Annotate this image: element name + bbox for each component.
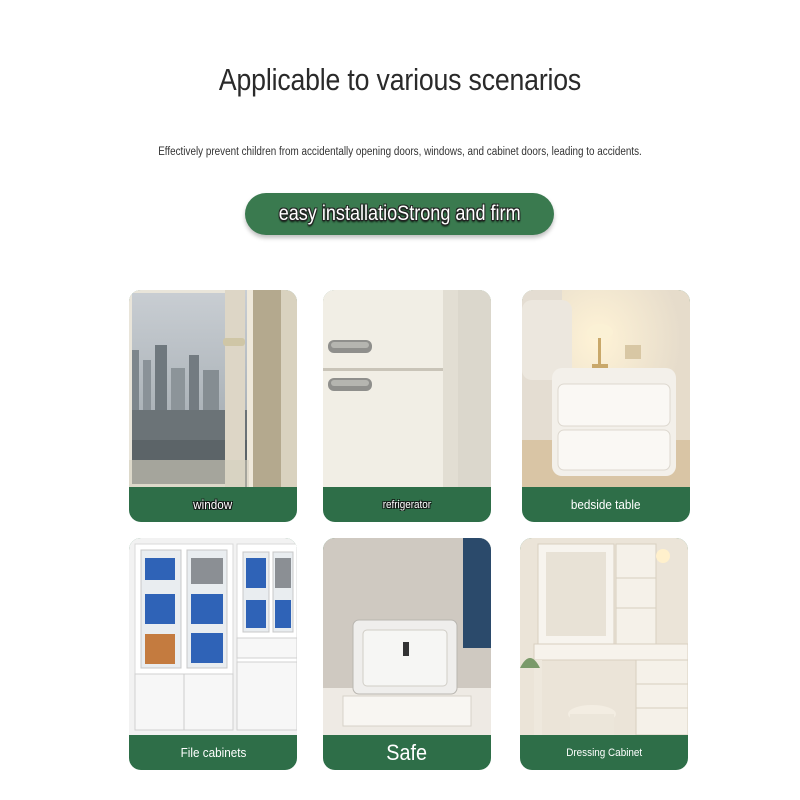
- scenario-card-window: [129, 290, 297, 522]
- scenario-label: File cabinets: [180, 745, 246, 760]
- scenario-card-dressing-cabinet: [520, 538, 688, 770]
- file-cabinet-photo: [129, 538, 297, 735]
- safe-photo: [323, 538, 491, 735]
- scenario-card-refrigerator: [323, 290, 491, 522]
- scenario-card-bedside-table: [522, 290, 690, 522]
- feature-banner: [245, 193, 554, 235]
- scenario-label: Safe: [386, 739, 428, 765]
- scenario-card-safe: [323, 538, 491, 770]
- scenario-label: Dressing Cabinet: [566, 746, 642, 759]
- window-photo: [129, 290, 297, 487]
- bedside-table-photo: [522, 290, 690, 487]
- scenario-label: bedside table: [571, 497, 641, 512]
- page-title: Applicable to various scenarios: [218, 62, 582, 97]
- dressing-cabinet-photo: [520, 538, 688, 735]
- scenario-label: window: [193, 497, 233, 512]
- page-subtitle: Effectively prevent children from accidentally opening doors, windows, and cabinet doors, leading to accidents.: [158, 146, 642, 158]
- scenario-card-file-cabinets: [129, 538, 297, 770]
- feature-banner-text: easy installatioStrong and firm: [278, 202, 521, 225]
- refrigerator-photo: [323, 290, 491, 487]
- scenario-label: refrigerator: [382, 498, 432, 511]
